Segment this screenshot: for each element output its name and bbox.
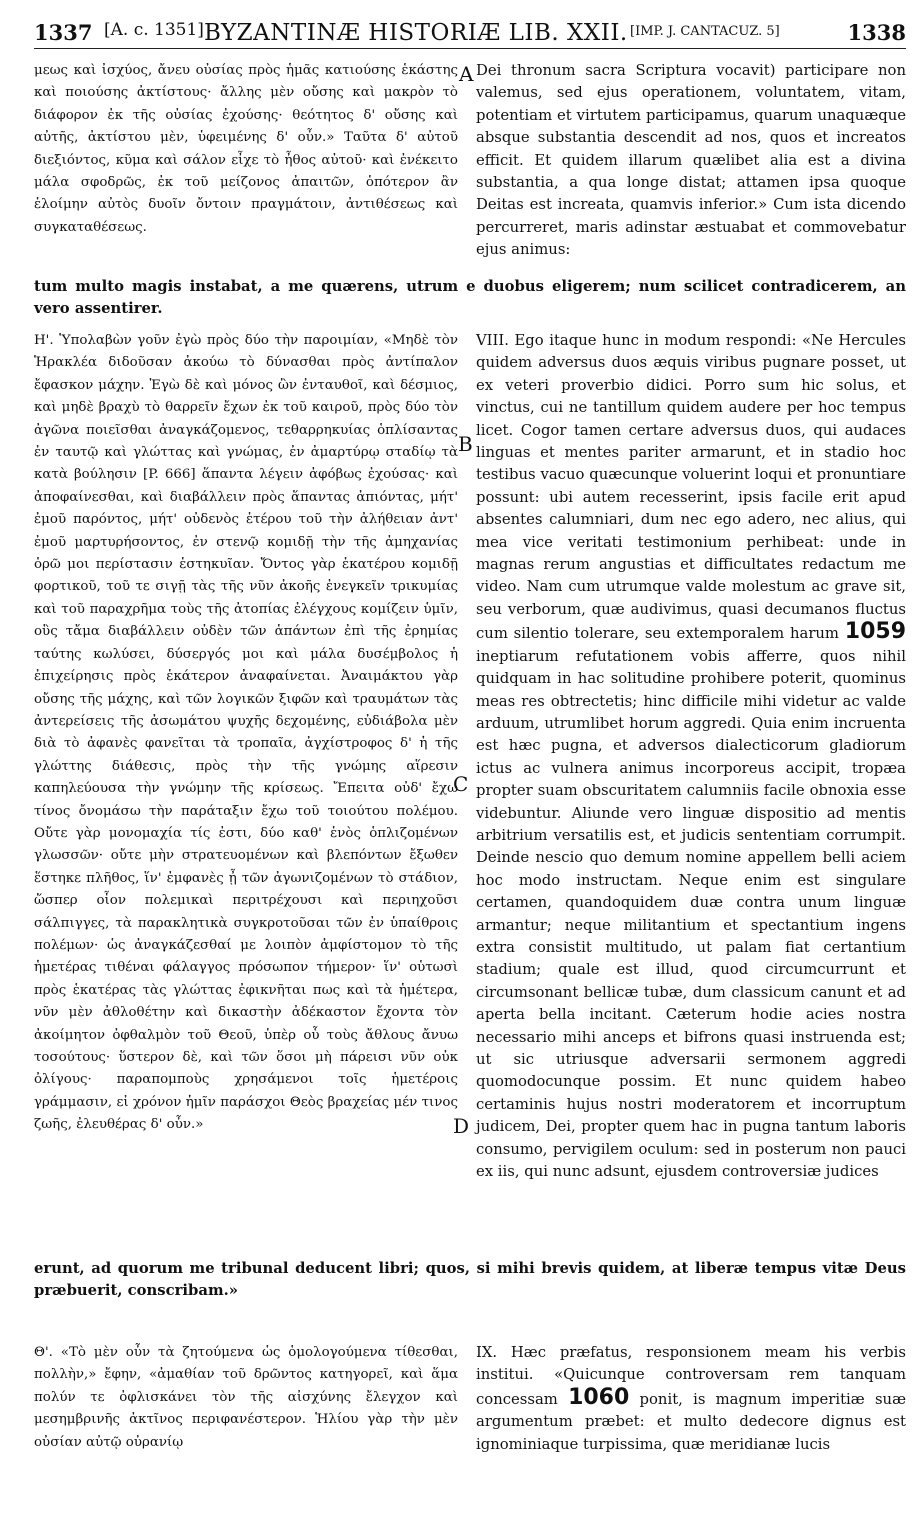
- page-number-right: 1338: [847, 20, 906, 45]
- full-width-latin-2: [34, 1258, 906, 1304]
- date-reference-left: [A. c. 1351]: [104, 20, 204, 40]
- latin-text-continued: ponit, is magnum imperitiæ suæ argumentum præbet: et multo dedecore dignus est ignominiaque turpissima, quæ meridianæ lucis: [476, 1390, 906, 1453]
- greek-column-block-3: [34, 1342, 458, 1536]
- column-number-1059: 1059: [844, 619, 906, 645]
- latin-text: VIII. Ego itaque hunc in modum respondi: «Ne Hercules quidem adversus duos æquis viribus pugnare posset, ut ex veteri proverbio didici. Porro sum hic solus, et vinctus, cui ne tantillum quidem audere per hoc tempus licet. Cogor tamen certare adversus duos, qui audaces linguas et mentes pariter armarunt, et in stadio hoc testibus vacuo quæcunque voluerint loqui et pronuntiare possunt: ubi autem recesserint, ipsis facile erit apud absentes calumniari, dum nec ego adero, nec alius, qui mea vice veritati testimonium perhibeat: unde in magnas rerum angustias et difficultates redactum me video. Nam cum utrumque valde molestum ac grave sit, seu verborum, quæ audivimus, quasi decumanos fluctus cum silentio tolerare, seu extemporalem harum: [476, 332, 906, 643]
- margin-marker-b: B: [458, 432, 473, 456]
- running-header: [34, 10, 906, 49]
- latin-text: IX. Hæc præfatus, responsionem meam his verbis institui. «Quicunque controversam rem tanquam concessam: [476, 1344, 906, 1408]
- full-width-latin-1: [34, 276, 906, 322]
- greek-paragraph: Θ'. «Τὸ μὲν οὖν τὰ ζητούμενα ὡς ὁμολογούμενα τίθεσθαι, πολλὴν,» ἔφην, «ἀμαθίαν τοῦ δρῶντος κατηγορεῖ, καὶ ἅμα πολύν τε ὀφλισκάνει τὸν τῆς αἰσχύνης ἔλεγχον καὶ μεσημβρινῆς ἀκτῖνος περιφανέστερον. Ἡλίου γὰρ τὴν μὲν οὐσίαν αὐτῷ οὐρανίῳ: [34, 1345, 458, 1450]
- page-number-left: 1337: [34, 20, 93, 45]
- greek-paragraph: μεως καὶ ἰσχύος, ἄνευ οὐσίας πρὸς ἡμᾶς κατιούσης ἑκάστης καὶ ποιούσης ἀκτίστους· ἄλλης μὲν οὔσης καὶ μακρὸν τὸ διάφορον ἐκ τῆς οὐσίας ἐχούσης· θεότητος δ' οὔσης καὶ αὐτῆς, ἀκτίστου μὲν, ὑφειμένης δ' οὖν.» Ταῦτα δ' αὐτοῦ διεξιόντος, κῦμα καὶ σάλον εἶχε τὸ ἦθος αὐτοῦ· καὶ ἐνέκειτο μάλα σφοδρῶς, ἐκ τοῦ μείζονος ἀπαιτῶν, ὁπότερον ἂν ἑλοίμην αὐτὸς δυοῖν ὄντοιν πραγμάτοιν, ἀντιθέσεως καὶ συγκαταθέσεως.: [34, 63, 458, 235]
- latin-full-line: erunt, ad quorum me tribunal deducent libri; quos, si mihi brevis quidem, at liberæ tempus vitæ Deus præbuerit, conscribam.»: [34, 1260, 906, 1300]
- latin-column-block-3: [476, 1342, 906, 1536]
- greek-column-block-2: [34, 330, 458, 1133]
- greek-paragraph: Η'. Ὑπολαβὼν γοῦν ἐγὼ πρὸς δύο τὴν παροιμίαν, «Μηδὲ τὸν Ἡρακλέα διδοῦσαν ἀκούω τὸ δύνασθαι πρὸς ἀντίπαλον ἔφασκον μάχην. Ἐγὼ δὲ καὶ μόνος ὢν ἐνταυθοῖ, καὶ δέσμιος, καὶ μηδὲ βραχὺ τὸ θαρρεῖν ἔχων ἐκ τοῦ καιροῦ, πρὸς δύο τὸν ἀγῶνα ποιεῖσθαι ἀναγκάζομενος, τεθαρρηκυίας ὁπλίσαντας ἐν ταυτῷ καὶ γλώττας καὶ γνώμας, ἐν ἀμαρτύρῳ σταδίῳ τὰ κατὰ βούλησιν [P. 666] ἅπαντα λέγειν ἀφόβως ἐχούσας· καὶ ἀποφαίνεσθαι, καὶ διαβάλλειν πρὸς ἅπαντας ἀπιόντας, μήτ' ἐμοῦ παρόντος, μήτ' οὐδενὸς ἑτέρου τοῦ τὴν ἀλήθειαν ἀντ' ἐμοῦ μαρτυρήσοντος, ἐν στενῷ κομιδῇ τὴν τῆς ἀμηχανίας ὁρῶ μοι περίστασιν ἑστηκυῖαν. Ὄντος γὰρ ἑκατέρου κομιδῇ φορτικοῦ, τοῦ τε σιγῇ τὰς τῆς νῦν ἀκοῆς ἐνεγκεῖν τρικυμίας καὶ τοῦ παραχρῆμα τοὺς τῆς ἀτοπίας ἐλέγχους κομίζειν ὑμῖν, οὓς τἄμα διαβάλλειν οὐδὲν τῶν ἁπάντων ἐπὶ τῆς ἐρημίας ταύτης κωλύσει, δύσεργός μοι καὶ μάλα δυσέμβολος ἡ ἐπιχείρησις πρὸς ἑκάτερον ἀναφαίνεται. Ἀναιμάκτου γὰρ οὔσης τῆς μάχης, καὶ τῶν λογικῶν ξιφῶν καὶ τραυμάτων τὰς ἀντερείσεις τῆς ἀσωμάτου ψυχῆς δεχομένης, εὐδιάβολα μὲν διὰ τὸ ἀφανὲς φανεῖται τὰ τροπαῖα, ἀγχίστροφος δ' ἡ τῆς γλώττης διάθεσις, πρὸς τὴν τῆς γνώμης αἵρεσιν καπηλεύουσα τὴν γνώμην τῆς κρίσεως. Ἔπειτα οὐδ' ἔχω τίνος ὄνομάσω τὴν παράταξιν ἔχω τοῦ τοιούτου πολέμου. Οὔτε γὰρ μονομαχία τίς ἐστι, δύο καθ' ἑνὸς ὁπλιζομένων γλωσσῶν· οὔτε μὴν στρατευομένων καὶ βλεπόντων ἔξωθεν ἕστηκε πλῆθος, ἵν' ἐμφανὲς ᾖ τῶν ἀγωνιζομένων τὸ στάδιον, ὥσπερ οἷον πολεμικαὶ περιτρέχουσι καὶ περιηχοῦσι σάλπιγγες, τὰ παρακλητικὰ συγκροτοῦσαι τῶν ἐν ὑπαίθροις πολέμων· ὡς ἀναγκάζεσθαί με λοιπὸν ἀμφίστομον τὸ τῆς ἡμετέρας τιθέναι φάλαγγος πρόσωπον τήμερον· ἵν' οὑτωσὶ πρὸς ἑκατέρας τὰς γλώττας ἐφικνῆται πως καὶ τὰ ἡμέτερα, νῦν μὲν ἀθλοθέτην καὶ δικαστὴν ἀδέκαστον ἔχοντα τὸν ἀκοίμητον ὀφθαλμὸν τοῦ Θεοῦ, ὑπὲρ οὗ τοὺς ἄθλους ἄνυω τοσούτους· ὕστερον δὲ, καὶ τῶν ὅσοι μὴ πάρεισι νῦν οὐκ ὀλίγους· παραπομποὺς χρησάμενοι τοῖς ἡμετέροις γράμμασιν, εἰ χρόνον ἡμῖν παράσχοι Θεὸς βραχείας μέν τινος ζωῆς, ἐλευθέρας δ' οὖν.»: [34, 333, 458, 1133]
- latin-paragraph: [476, 330, 906, 1183]
- latin-full-line: tum multo magis instabat, a me quærens, utrum e duobus eligerem; num scilicet contradicerem, an vero assentirer.: [34, 278, 906, 318]
- latin-column-block-2: [476, 330, 906, 1181]
- latin-paragraph: Dei thronum sacra Scriptura vocavit) participare non valemus, sed ejus operationem, voluntatem, vitam, potentiam et virtutem participamus, quarum unaquæque absque substantia descendit ad nos, quos et increatos efficit. Et quidem illarum quælibet alia est a divina substantia, a qua longe distat; attamen ipsa quoque Deitas est increata, quamvis inferior.» Cum ista dicendo percurreret, maris adinstar æstuabat et commovebatur ejus animus:: [476, 62, 906, 259]
- greek-column-block-1: [34, 60, 458, 272]
- latin-text-continued: ineptiarum refutationem vobis afferre, quos nihil quidquam in hac solitudine prohibere poterit, quominus meas res obtrectetis; hinc difficile mihi videtur ac valde arduum, utrumlibet horum aggredi. Quia enim incruenta est hæc pugna, et adversos dialecticorum gladiorum ictus ac vulnera animus incorporeus accipit, tropæa propter suam obscuritatem calumniis facile obnoxia esse videbuntur. Aliunde vero linguæ dispositio ad mentis arbitrium versatilis est, et judicis sententiam corrumpit. Deinde nescio quo demum nomine appellem belli aciem hoc modo instructam. Neque enim est singulare certamen, quandoquidem duæ contra unum linguæ armantur; neque militantium et spectantium ingens extra consistit multitudo, ut palam fiat certantium stadium; quale est illud, quod circumcurrunt et circumsonant bellicæ tubæ, dum classicum canunt et ad aperta bella incitant. Cæterum hodie acies nostra necessario mihi anceps et bifrons quasi instruenda est; ut sic utriusque adversarii sermonem aggredi quomodocunque possim. Et nunc quidem habeo certaminis hujus nostri moderatorem et incorruptum judicem, Dei, propter quem hac in pugna tantum laboris consumo, pervigilem oculum: sed in posterum non pauci ex iis, qui nunc adsunt, ejusdem controversiæ judices: [476, 647, 906, 1181]
- reign-reference-right: [IMP. J. CANTACUZ. 5]: [630, 24, 780, 39]
- latin-paragraph: [476, 1342, 906, 1456]
- latin-column-block-1: [476, 60, 906, 272]
- margin-marker-a: A: [459, 62, 474, 86]
- margin-marker-c: C: [453, 772, 469, 796]
- running-title: BYZANTINÆ HISTORIÆ LIB. XXII.: [204, 20, 628, 46]
- margin-marker-d: D: [453, 1114, 470, 1138]
- column-number-1060: 1060: [568, 1384, 630, 1410]
